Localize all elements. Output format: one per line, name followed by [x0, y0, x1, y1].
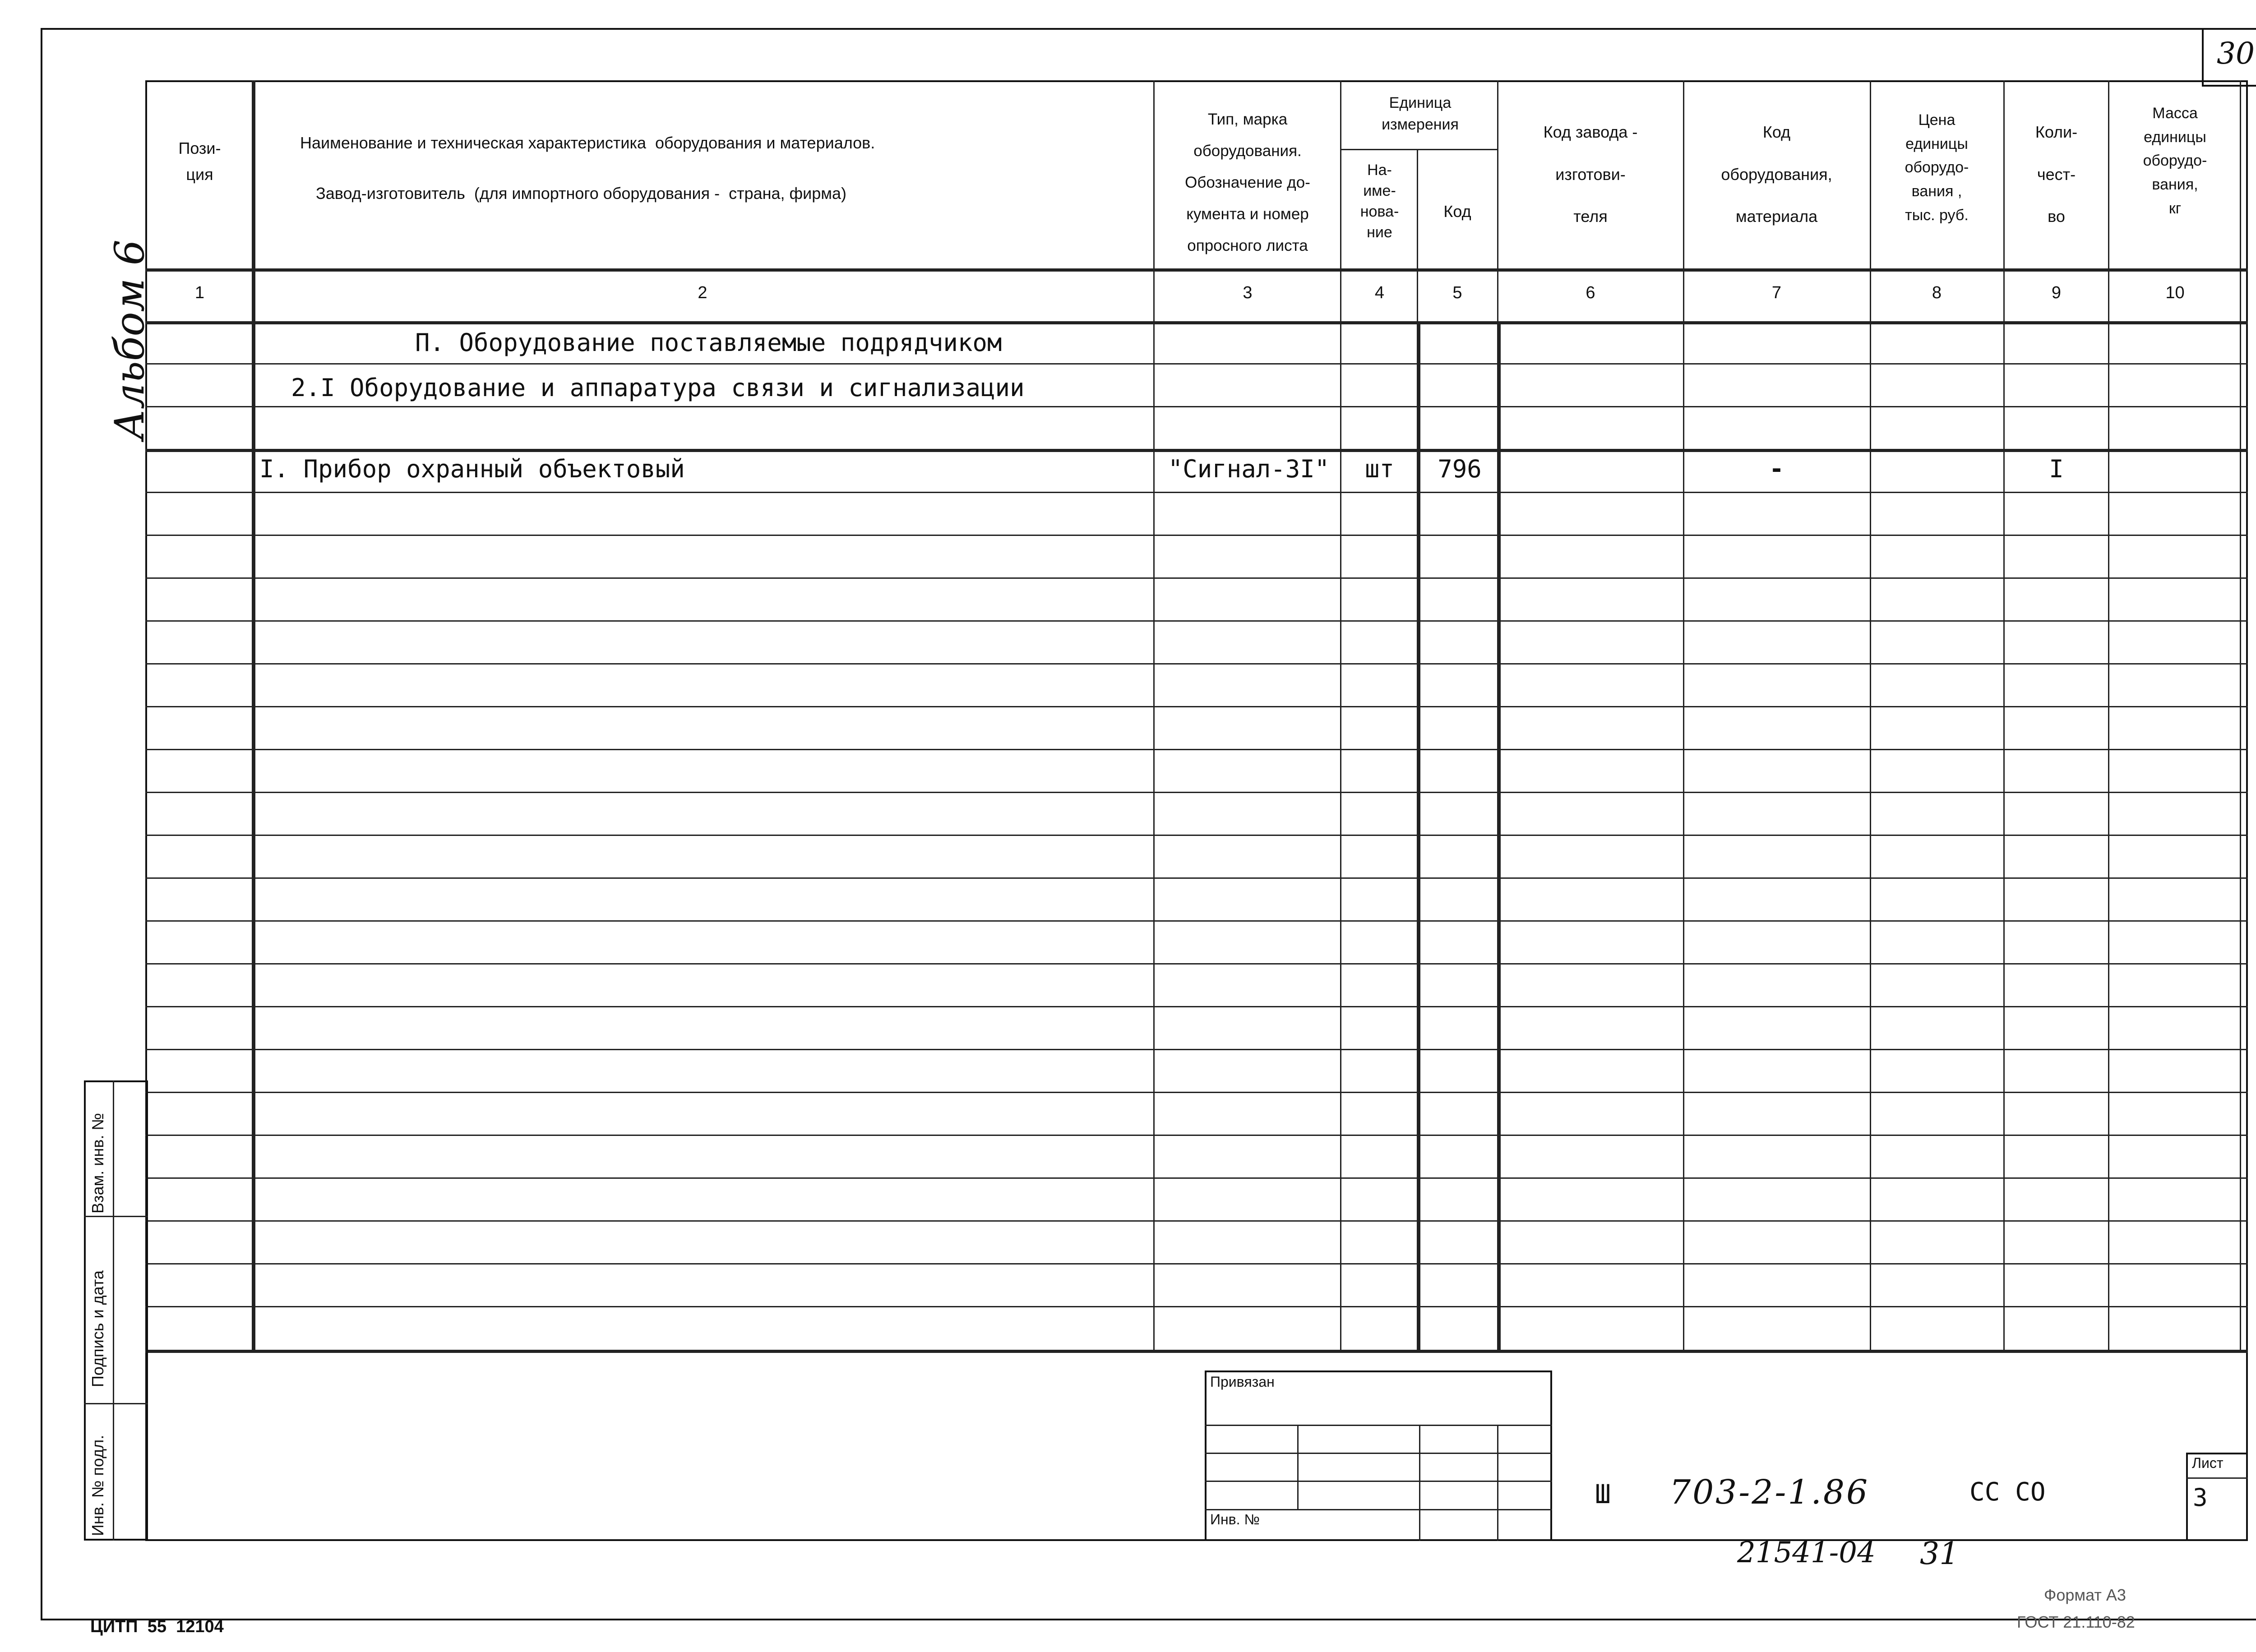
colnum-5: 5 — [1452, 283, 1462, 302]
doc-prefix: Ш — [1595, 1479, 1611, 1509]
item-unit-code: 796 — [1438, 455, 1482, 483]
colnum-8: 8 — [1932, 283, 1942, 302]
header-col10: Масса единицы оборудо- вания, кг — [2143, 105, 2207, 217]
header-col8: Цена единицы оборудо- вания , тыс. руб. — [1905, 111, 1969, 224]
inv-no-label: Инв. № — [1210, 1511, 1260, 1527]
privyazan-line-3 — [1205, 1481, 1552, 1482]
header-col3: Тип, марка оборудования. Обозначение до- кумента и номер опросного листа — [1185, 111, 1310, 254]
colnum-6: 6 — [1586, 283, 1595, 302]
header-unit-group: Единица измерения — [1382, 94, 1459, 133]
privyazan-vline-2 — [1419, 1425, 1420, 1541]
doc-suffix: СС СО — [1969, 1477, 2046, 1507]
item-unit-name: шт — [1364, 455, 1395, 483]
col-line-8 — [2003, 80, 2005, 1352]
side-podpis: Подпись и дата — [88, 1270, 107, 1387]
side-stamp-line-1 — [84, 1216, 148, 1217]
side-vzam: Взам. инв. № — [88, 1112, 107, 1214]
privyazan-label: Привязан — [1210, 1374, 1275, 1390]
header-col1: Пози- ция — [178, 139, 221, 184]
privyazan-line-2 — [1205, 1453, 1552, 1454]
item-quantity: I — [2049, 455, 2064, 483]
handwritten-num: 31 — [1920, 1536, 1959, 1572]
side-stamp-line-2 — [84, 1403, 148, 1404]
col-line-3 — [1340, 80, 1341, 1352]
col-line-9 — [2108, 80, 2109, 1352]
col-line-7 — [1870, 80, 1871, 1352]
subsection-title: 2.I Оборудование и аппаратура связи и сигнализации — [291, 374, 1025, 402]
colnum-bottom-line — [145, 321, 2248, 324]
list-number: 3 — [2193, 1483, 2208, 1512]
colnum-9: 9 — [2051, 283, 2062, 302]
col-line-4 — [1417, 321, 1420, 1352]
side-stamp-divider — [113, 1080, 114, 1541]
col-line-6 — [1683, 80, 1684, 1352]
item-name: I. Прибор охранный объектовый — [259, 455, 685, 483]
list-box-divider — [2186, 1477, 2248, 1479]
header-bottom-line — [145, 268, 2248, 272]
colnum-10: 10 — [2165, 283, 2185, 302]
unit-group-line — [1340, 149, 1498, 150]
item-type: "Сигнал-3I" — [1168, 455, 1330, 483]
colnum-1: 1 — [194, 283, 205, 302]
header-col9: Коли- чест- во — [2035, 123, 2078, 226]
doc-code: 703-2-1.86 — [1669, 1473, 1870, 1512]
format-label: Формат А3 — [2044, 1586, 2126, 1604]
colnum-3: 3 — [1243, 283, 1253, 302]
list-label: Лист — [2192, 1455, 2224, 1471]
col-line-4a — [1417, 149, 1418, 323]
printer-label: ЦИТП 55 12104 — [90, 1617, 224, 1636]
col-line-2 — [1153, 80, 1155, 1352]
colnum-4: 4 — [1374, 283, 1385, 302]
item-equipment-code: - — [1769, 455, 1784, 483]
header-col5: Код — [1443, 202, 1471, 221]
col-line-1 — [252, 80, 255, 1352]
privyazan-line-4 — [1205, 1509, 1552, 1510]
gost-label: ГОСТ 21.110-82 — [2017, 1613, 2135, 1631]
album-label: Альбом 6 — [106, 239, 153, 440]
header-col2-line2: Завод-изготовитель (для импортного оборудования - страна, фирма) — [316, 184, 847, 203]
privyazan-vline-3 — [1497, 1425, 1498, 1541]
privyazan-line-1 — [1205, 1425, 1552, 1426]
header-col2-line1: Наименование и техническая характеристика оборудования и материалов. — [300, 134, 875, 152]
section-title: П. Оборудование поставляемые подрядчиком — [415, 328, 1002, 357]
body-bottom-line — [145, 1350, 2248, 1353]
handwritten-code: 21541-04 — [1737, 1536, 1876, 1569]
privyazan-vline-1 — [1297, 1425, 1299, 1509]
side-inv-podl: Инв. № подл. — [88, 1435, 107, 1536]
header-col4: На- име- нова- ние — [1360, 162, 1399, 241]
col-line-10 — [2240, 80, 2241, 1352]
header-col6: Код завода - изготови- теля — [1543, 123, 1638, 226]
header-col7: Код оборудования, материала — [1721, 123, 1832, 226]
page-number: 30 — [2217, 36, 2255, 71]
colnum-2: 2 — [698, 283, 707, 302]
colnum-7: 7 — [1771, 283, 1782, 302]
